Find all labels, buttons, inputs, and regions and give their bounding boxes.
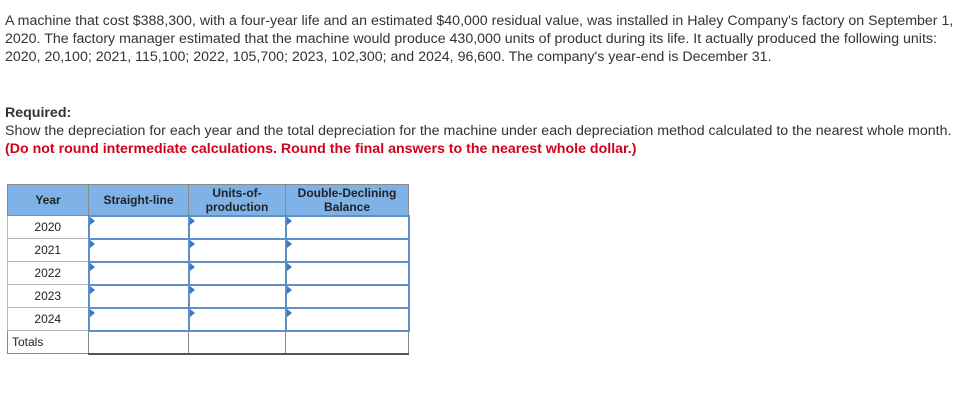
double-declining-input-2021[interactable]: [287, 240, 408, 261]
cell-double-declining: [286, 239, 409, 262]
rounding-note: (Do not round intermediate calculations. Round the final answers to the nearest whole dollar.): [5, 141, 637, 158]
cell-marker-icon: [90, 217, 95, 225]
cell-straight-line: [89, 239, 189, 262]
table-row: [8, 262, 409, 285]
row-year: 2022: [8, 262, 89, 285]
straight-line-input-2020[interactable]: [90, 217, 188, 238]
straight-line-input-2022[interactable]: [90, 263, 188, 284]
double-declining-input-2020[interactable]: [287, 217, 408, 238]
cell-marker-icon: [287, 240, 292, 248]
cell-units-of-production: [189, 308, 286, 331]
totals-row: [8, 331, 409, 354]
cell-marker-icon: [90, 240, 95, 248]
cell-marker-icon: [90, 286, 95, 294]
problem-statement: A machine that cost $388,300, with a four-year life and an estimated $40,000 residual value, was installed in Haley Company's factory on September 1, 2020. The factory manager estimated that the machine would produce 430,000 units of product during its life. It actually produced the following units: 2020, 20,100; 2021, 115,100; 2022, 105,700; 2023, 102,300; and 2024, 96,600. The company's year-end is December 31.: [5, 13, 954, 66]
header-double-declining: Double-Declining Balance: [286, 185, 409, 216]
table-row: [8, 216, 409, 239]
straight-line-input-2024[interactable]: [90, 309, 188, 330]
header-units-of-production: Units-of-production: [189, 185, 286, 216]
total-straight-line: [89, 331, 189, 354]
cell-marker-icon: [287, 286, 292, 294]
total-units-of-production: [189, 331, 286, 354]
cell-units-of-production: [189, 262, 286, 285]
header-year: Year: [8, 185, 89, 216]
row-year: 2020: [8, 216, 89, 239]
total-double-declining: [286, 331, 409, 354]
units-of-production-input-2023[interactable]: [190, 286, 285, 307]
table-row: [8, 239, 409, 262]
cell-straight-line: [89, 308, 189, 331]
cell-double-declining: [286, 216, 409, 239]
depreciation-table: [7, 184, 410, 355]
cell-marker-icon: [190, 309, 195, 317]
double-declining-input-2024[interactable]: [287, 309, 408, 330]
instructions: [5, 122, 955, 158]
cell-straight-line: [89, 285, 189, 308]
double-declining-input-2023[interactable]: [287, 286, 408, 307]
cell-marker-icon: [90, 309, 95, 317]
table-row: [8, 308, 409, 331]
cell-marker-icon: [190, 263, 195, 271]
double-declining-input-2022[interactable]: [287, 263, 408, 284]
totals-label: Totals: [8, 331, 89, 354]
straight-line-input-2021[interactable]: [90, 240, 188, 261]
cell-marker-icon: [287, 263, 292, 271]
cell-marker-icon: [90, 263, 95, 271]
instruction-text: Show the depreciation for each year and the total depreciation for the machine under each depreciation method calculated to the nearest whole month.: [5, 123, 952, 139]
header-straight-line: Straight-line: [89, 185, 189, 216]
cell-straight-line: [89, 262, 189, 285]
cell-marker-icon: [287, 309, 292, 317]
units-of-production-input-2021[interactable]: [190, 240, 285, 261]
cell-units-of-production: [189, 216, 286, 239]
table-row: [8, 285, 409, 308]
header-row: [8, 185, 409, 216]
row-year: 2023: [8, 285, 89, 308]
cell-marker-icon: [190, 286, 195, 294]
row-year: 2021: [8, 239, 89, 262]
units-of-production-input-2020[interactable]: [190, 217, 285, 238]
cell-straight-line: [89, 216, 189, 239]
required-heading: Required:: [5, 105, 72, 121]
cell-units-of-production: [189, 285, 286, 308]
cell-double-declining: [286, 285, 409, 308]
cell-double-declining: [286, 262, 409, 285]
cell-units-of-production: [189, 239, 286, 262]
row-year: 2024: [8, 308, 89, 331]
cell-marker-icon: [190, 217, 195, 225]
cell-marker-icon: [190, 240, 195, 248]
cell-marker-icon: [287, 217, 292, 225]
units-of-production-input-2022[interactable]: [190, 263, 285, 284]
cell-double-declining: [286, 308, 409, 331]
units-of-production-input-2024[interactable]: [190, 309, 285, 330]
straight-line-input-2023[interactable]: [90, 286, 188, 307]
